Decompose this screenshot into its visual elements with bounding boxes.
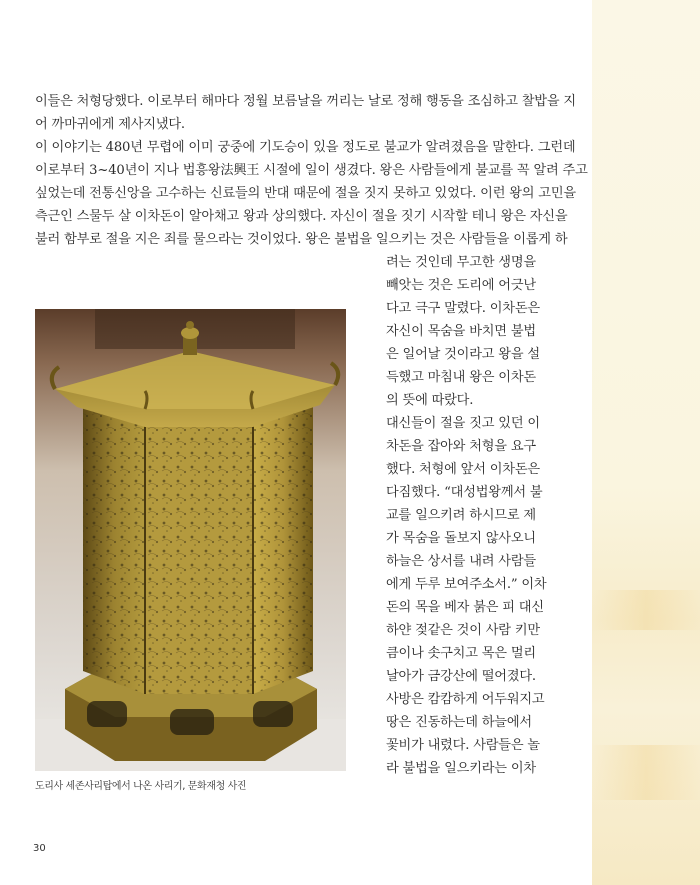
side-band-stripe bbox=[592, 745, 700, 800]
paragraph-3 bbox=[386, 412, 567, 780]
text-line: 다고 극구 말렸다. 이차돈은 bbox=[386, 301, 540, 316]
text-line: 불러 함부로 절을 지은 죄를 물으라는 것이었다. 왕은 불법을 일으키는 것은 사람들을 이롭게 하 bbox=[35, 232, 568, 247]
text-line: 사방은 캄캄하게 어두워지고 bbox=[386, 692, 545, 707]
paragraph-2-continued bbox=[386, 251, 567, 412]
text-line: 돈의 목을 베자 붉은 피 대신 bbox=[386, 600, 544, 615]
text-line: 땅은 진동하는데 하늘에서 bbox=[386, 715, 532, 730]
reliquary-illustration bbox=[35, 309, 346, 771]
text-line: 에게 두루 보여주소서.” 이차 bbox=[386, 577, 547, 592]
text-line: 빼앗는 것은 도리에 어긋난 bbox=[386, 278, 536, 293]
text-line: 이들은 처형당했다. 이로부터 해마다 정월 보름날을 꺼리는 날로 정해 행동을 조심하고 찰밥을 지 bbox=[35, 94, 576, 109]
reliquary-photo bbox=[35, 309, 346, 771]
text-line: 자신이 목숨을 바치면 불법 bbox=[386, 324, 536, 339]
text-line: 싶었는데 전통신앙을 고수하는 신료들의 반대 때문에 절을 짓지 못하고 있었다. 이런 왕의 고민을 bbox=[35, 186, 576, 201]
photo-caption: 도리사 세존사리탑에서 나온 사리기, 문화재청 사진 bbox=[35, 781, 247, 792]
text-line: 날아가 금강산에 떨어졌다. bbox=[386, 669, 536, 684]
text-line: 이로부터 3~40년이 지나 법흥왕法興王 시절에 일이 생겼다. 왕은 사람들에게 불교를 꼭 알려 주고 bbox=[35, 163, 588, 178]
text-line: 다짐했다. “대성법왕께서 불 bbox=[386, 485, 543, 500]
text-line: 했다. 처형에 앞서 이차돈은 bbox=[386, 462, 540, 477]
text-line: 큼이나 솟구치고 목은 멀리 bbox=[386, 646, 536, 661]
text-line: 가 목숨을 돌보지 않사오니 bbox=[386, 531, 536, 546]
text-line: 득했고 마침내 왕은 이차돈 bbox=[386, 370, 536, 385]
text-line: 은 일어날 것이라고 왕을 설 bbox=[386, 347, 540, 362]
text-line: 측근인 스물두 살 이차돈이 알아채고 왕과 상의했다. 자신이 절을 짓기 시작할 테니 왕은 자신을 bbox=[35, 209, 568, 224]
text-line: 대신들이 절을 짓고 있던 이 bbox=[386, 416, 540, 431]
text-line: 라 불법을 일으키라는 이차 bbox=[386, 761, 536, 776]
text-line: 려는 것인데 무고한 생명을 bbox=[386, 255, 536, 270]
paragraph-2 bbox=[35, 136, 588, 251]
text-line: 교를 일으키려 하시므로 제 bbox=[386, 508, 536, 523]
text-line: 이 이야기는 480년 무렵에 이미 궁중에 기도승이 있을 정도로 불교가 알려졌음을 말한다. 그런데 bbox=[35, 140, 576, 155]
text-line: 하얀 젖같은 것이 사람 키만 bbox=[386, 623, 540, 638]
text-line: 어 까마귀에게 제사지냈다. bbox=[35, 117, 185, 132]
text-line: 의 뜻에 따랐다. bbox=[386, 393, 474, 408]
paragraph-1 bbox=[35, 90, 576, 136]
side-band-stripe bbox=[592, 590, 700, 630]
text-line: 하늘은 상서를 내려 사람들 bbox=[386, 554, 536, 569]
page-number: 30 bbox=[33, 843, 46, 854]
text-line: 차돈을 잡아와 처형을 요구 bbox=[386, 439, 536, 454]
decorative-side-band bbox=[592, 0, 700, 885]
text-line: 꽃비가 내렸다. 사람들은 놀 bbox=[386, 738, 540, 753]
